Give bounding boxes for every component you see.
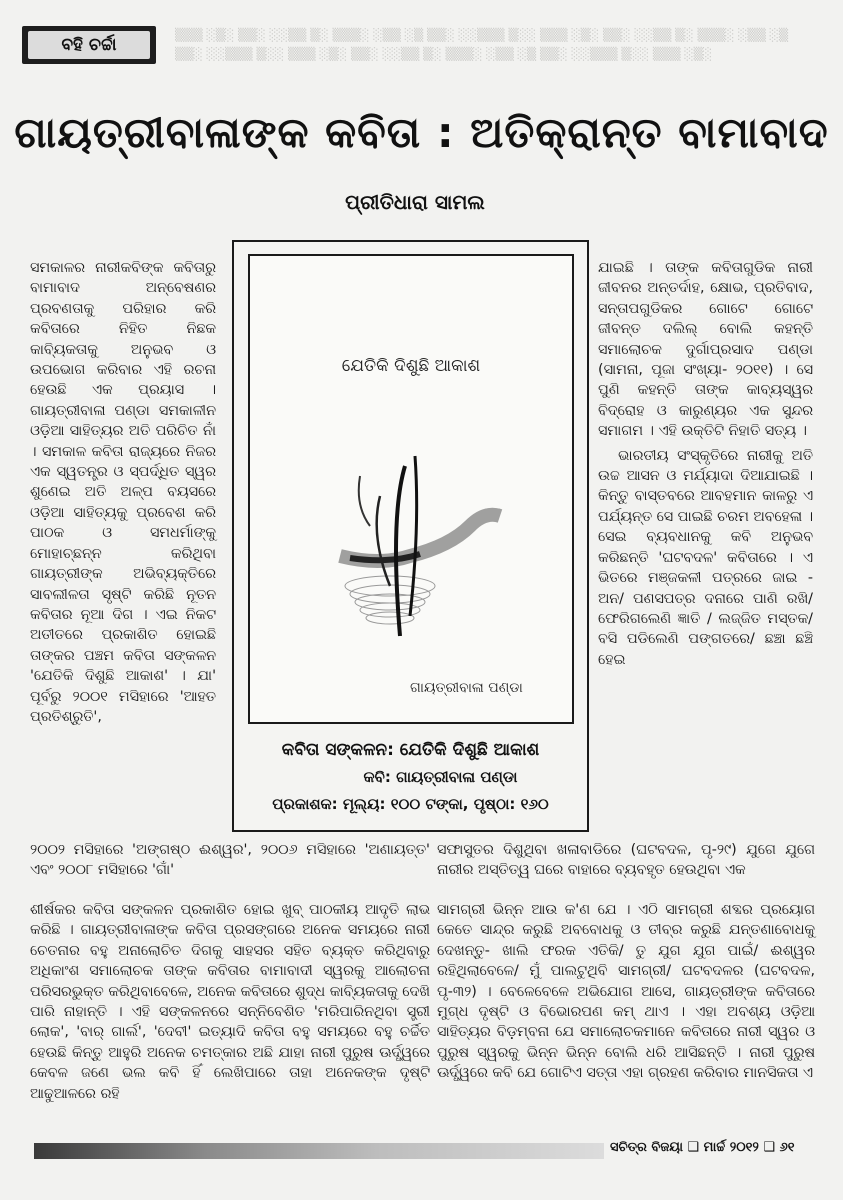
bottom-left-full [30,900,430,1104]
bottom-full-text: ଶୀର୍ଷକର କବିତା ସଙ୍କଳନ ପ୍ରକାଶିତ ହୋଇ ଖୁବ୍ ପାଠକୀୟ ଆଦୃତି ଲାଭ କରିଛି । ଗାୟତ୍ରୀବାଳାଙ୍କ କବିତା ପ୍ରସଙ୍ଗରେ ଅନେକ ସମୟରେ ନାରୀ ଚେତନାର ବହୁ ଅନାଲୋଚିତ ଦିଗକୁ ସାହସର ସହିତ ବ୍ୟକ୍ତ କରିଥିବାରୁ ଅଧିକାଂଶ ସମାଲୋଚକ ତାଙ୍କ କବିତାର ବାମାବାଦୀ ସ୍ୱରକୁ ଆଲୋଚନା ପରିସରଭୁକ୍ତ କରିଥିବାବେଳେ, ଅନେକ କବିତାରେ ଶୁଦ୍ଧ କାବ୍ୟିକତାକୁ ଦେଖି ପାରି ନାହାନ୍ତି । ଏହି ସଙ୍କଳନରେ ସନ୍ନିବେଶିତ 'ମରିପାରିନଥିବା ସ୍ତ୍ରୀ ଲୋକ', 'ବାର୍ ଗାର୍ଲ', 'ଦେବୀ' ଇତ୍ୟାଦି କବିତା ବହୁ ସମୟରେ ବହୁ ଚର୍ଚ୍ଚିତ ହେଉଛି କିନ୍ତୁ ଆହୁରି ଅନେକ ଚମତ୍କାର ଅଛି ଯାହା ନାରୀ ପୁରୁଷ ଊର୍ଦ୍ଧ୍ୱରେ କେବଳ ଜଣେ ଭଲ କବି ହିଁ ଲେଖିପାରେ ତାହା ଅନେକଙ୍କ ଦୃଷ୍ଟି ଆଢୁଆଳରେ ରହି [30,902,430,1102]
bottom-left-lines: ୨୦୦୨ ମସିହାରେ 'ଅଙ୍ଗଷ୍ଠ ଈଶ୍ୱର', ୨୦୦୬ ମସିହାରେ 'ଅଣାୟତ୍ତ' ଏବଂ ୨୦୦୮ ମସିହାରେ 'ଗାଁ' [30,842,430,879]
left-column-text: ସମକାଳର ନାରୀକବିଙ୍କ କବିତାରୁ ବାମାବାଦ ଅନ୍ବେଷଣର ପ୍ରବଣତାକୁ ପରିହାର କରି କବିତାରେ ନିହିତ ନିଛକ କାବ୍ୟିକତାକୁ ଅନୁଭବ ଓ ଉପଭୋଗ କରିବାର ଏହି ରଚନା ହେଉଛି ଏକ ପ୍ରୟାସ । ଗାୟତ୍ରୀବାଳା ପଣ୍ଡା ସମକାଳୀନ ଓଡ଼ିଆ ସାହିତ୍ୟର ଅତି ପରିଚିତ ନାଁ । ସମକାଳ କବିତା ରାଜ୍ୟରେ ନିଜର ଏକ ସ୍ୱତନ୍ତ୍ର ଓ ସ୍ପର୍ଦ୍ଧିତ ସ୍ୱର ଶୁଣେଇ ଅତି ଅଳ୍ପ ବୟସରେ ଓଡ଼ିଆ ସାହିତ୍ୟକୁ ପ୍ରବେଶ କରି ପାଠକ ଓ ସମଧର୍ମାଙ୍କୁ ମୋହାଚ୍ଛନ୍ନ କରିଥିବା ଗାୟତ୍ରୀଙ୍କ ଅଭିବ୍ୟକ୍ତିରେ ସାବଲୀଳତା ସୃଷ୍ଟି କରିଛି ନୂତନ କବିତାର ନୂଆ ଦିଗ । ଏଇ ନିକଟ ଅତୀତରେ ପ୍ରକାଶିତ ହୋଇଛି ତାଙ୍କର ପଞ୍ଚମ କବିତା ସଙ୍କଳନ 'ଯେତିକି ଦିଶୁଛି ଆକାଶ' । ଯା' ପୂର୍ବରୁ ୨୦୦୧ ମସିହାରେ 'ଆହତ ପ୍ରତିଶ୍ରୁତି', [30,260,216,725]
book-cover-author: ଗାୟତ୍ରୀବାଳା ପଣ୍ଡା [410,680,523,696]
left-column [30,258,216,727]
page-footer: ସଚିତ୍ର ବିଜୟା ❑ ମାର୍ଚ୍ଚ ୨୦୧୨ ❑ ୬୧ [610,1140,795,1155]
article-title: ଗାୟତ୍ରୀବାଳାଙ୍କ କବିତା : ଅତିକ୍ରାନ୍ତ ବାମାବାଦ [14,108,829,157]
bottom-left-text [30,840,430,881]
book-info-box [232,240,589,832]
poet-line: କବି: ଗାୟତ୍ରୀବାଳା ପଣ୍ଡା [363,768,518,786]
right-column-text: ଯାଇଛି । ତାଙ୍କ କବିତାଗୁଡିକ ନାରୀ ଜୀବନର ଅନ୍ତର୍ଦାହ, କ୍ଷୋଭ, ପ୍ରତିବାଦ, ସନ୍ତାପଗୁଡିକର ଗୋଟେ ଗୋଟେ ଜୀବନ୍ତ ଦଲିଲ୍ ବୋଲି କହନ୍ତି ସମାଲୋଚକ ଦୁର୍ଗାପ୍ରସାଦ ପଣ୍ଡା (ସାମନା, ପୂଜା ସଂଖ୍ୟା- ୨୦୧୧) । ସେ ପୁଣି କହନ୍ତି ତାଙ୍କ କାବ୍ୟସ୍ୱର ବିଦ୍ରୋହ ଓ କାରୁଣ୍ୟର ଏକ ସୁନ୍ଦର ସମାଗମ । ଏହି ଉକ୍ତିଟି ନିହାତି ସତ୍ୟ । [598,260,813,440]
show-through-text: ▒▒▒ ░▒░ ▒▒░ ░░▒▒ ▒░ ▒▒▒░ ░▒▒ ░▒ ▒▒░ ░░▒▒▒ ▒░░ ▒▒▒ ░▒░ ▒▒░ ░░▒▒ ▒░ ▒▒▒░ ░▒▒ ░▒ ▒▒░ ░░▒▒▒ ▒░░ ▒▒▒ ░▒░ ▒▒░ ░░▒▒ ▒░ ▒▒▒░ ░▒▒ ░▒ ▒▒░ ░░▒▒▒ ▒░░ ▒▒▒ ░▒░ [175,28,789,61]
book-cover [248,254,574,724]
bottom-right-full [437,900,815,1084]
author-byline: ପ୍ରୀତିଧାରା ସାମଲ [345,190,485,214]
section-tag-label: ବହି ଚର୍ଚ୍ଚା [28,31,150,59]
collection-line: କବିତା ସଙ୍କଳନ: ଯେତିକି ଦିଶୁଛି ଆକାଶ [281,740,540,760]
book-cover-title: ଯେତିକି ଦିଶୁଛି ଆକାଶ [341,356,481,376]
cover-brush-art [320,436,520,646]
right-column-text-2: ଭାରତୀୟ ସଂସ୍କୃତିରେ ନାରୀକୁ ଅତି ଉଚ୍ଚ ଆସନ ଓ ମର୍ଯ୍ୟାଦା ଦିଆଯାଇଛି । କିନ୍ତୁ ବାସ୍ତବରେ ଆବହମାନ କାଳରୁ ଏ ପର୍ଯ୍ୟନ୍ତ ସେ ପାଇଛି ଚରମ ଅବହେଳା । ସେଇ ବ୍ୟବଧାନକୁ କବି ଅନୁଭବ କରିଛନ୍ତି 'ଘଟବଦଳ' କବିତାରେ । ଏ ଭିତରେ ମଞ୍ଜକଳୀ ପତ୍ରରେ ଜାଇ - ଅନ/ ପଣସପତ୍ର ଦନାରେ ପାଣି ରଖି/ ଫେରିଗଲେଣି ଜ୍ଞାତି / ଲଜ୍ଜିତ ମସ୍ତକ/ ବସି ପଡିଲେଣି ପଙ୍ଗତରେ/ ଛଞ୍ଚା ଛଞ୍ଚି ହେଇ [598,447,814,668]
section-tag [22,26,156,64]
publisher-line: ପ୍ରକାଶକ: ମୂଲ୍ୟ: ୧୦୦ ଟଙ୍କା, ପୃଷ୍ଠା: ୧୬୦ [272,795,549,813]
bottom-full-right-text: ସାମଗ୍ରୀ ଭିନ୍ନ ଆଉ କ'ଣ ଯେ । ଏଠି ସାମଗ୍ରୀ ଶବ୍ଦର ପ୍ରୟୋଗ କେତେ ସାନ୍ଦ୍ର କରୁଛି ଅବବୋଧକୁ ଓ ତୀବ୍ର କରୁଛି ଯନ୍ତଣାବୋଧକୁ ଦେଖନ୍ତୁ- ଖାଲି ଫରକ ଏତିକି/ ତୁ ଯୁଗ ଯୁଗ ପାଇଁ/ ଈଶ୍ୱର ରହିଥିଲାବେଳେ/ ମୁଁ ପାଲଟୁଥିବି ସାମଗ୍ରୀ/ ଘଟବଦଳର (ଘଟବଦଳ, ପୃ-୩୨) । ବେଳେବେଳେ ଅଭିଯୋଗ ଆସେ, ଗାୟତ୍ରୀଙ୍କ କବିତାରେ ମୁଗ୍ଧ ଦୃଷ୍ଟି ଓ ବିଭୋରପଣ କମ୍ ଥାଏ । ଏହା ଅବଶ୍ୟ ଓଡ଼ିଆ ସାହିତ୍ୟର ବିଡ଼ମ୍ବନା ଯେ ସମାଲୋଚକମାନେ କବିତାରେ ନାରୀ ସ୍ୱର ଓ ପୁରୁଷ ସ୍ୱରକୁ ଭିନ୍ନ ଭିନ୍ନ ବୋଲି ଧରି ଆସିଛନ୍ତି । ନାରୀ ପୁରୁଷ ଊର୍ଦ୍ଧ୍ୱରେ କବି ଯେ ଗୋଟିଏ ସତ୍ତା ଏହା ଗ୍ରହଣ କରିବାର ମାନସିକତା ଏ [437,902,815,1082]
right-column [598,258,813,670]
bottom-right-lines: ସଫାସୁତର ଦିଶୁଥିବା ଖଳାବାଡିରେ (ଘଟବଦଳ, ପୃ-୨୯) ଯୁଗେ ଯୁଗେ ନାରୀର ଅସ୍ତିତ୍ୱ ଘରେ ବାହାରେ ବ୍ୟବହୃତ ହେଉଥିବା ଏକ [437,842,815,879]
footer-gradient-bar [34,1143,604,1159]
bottom-right-text [437,840,815,881]
